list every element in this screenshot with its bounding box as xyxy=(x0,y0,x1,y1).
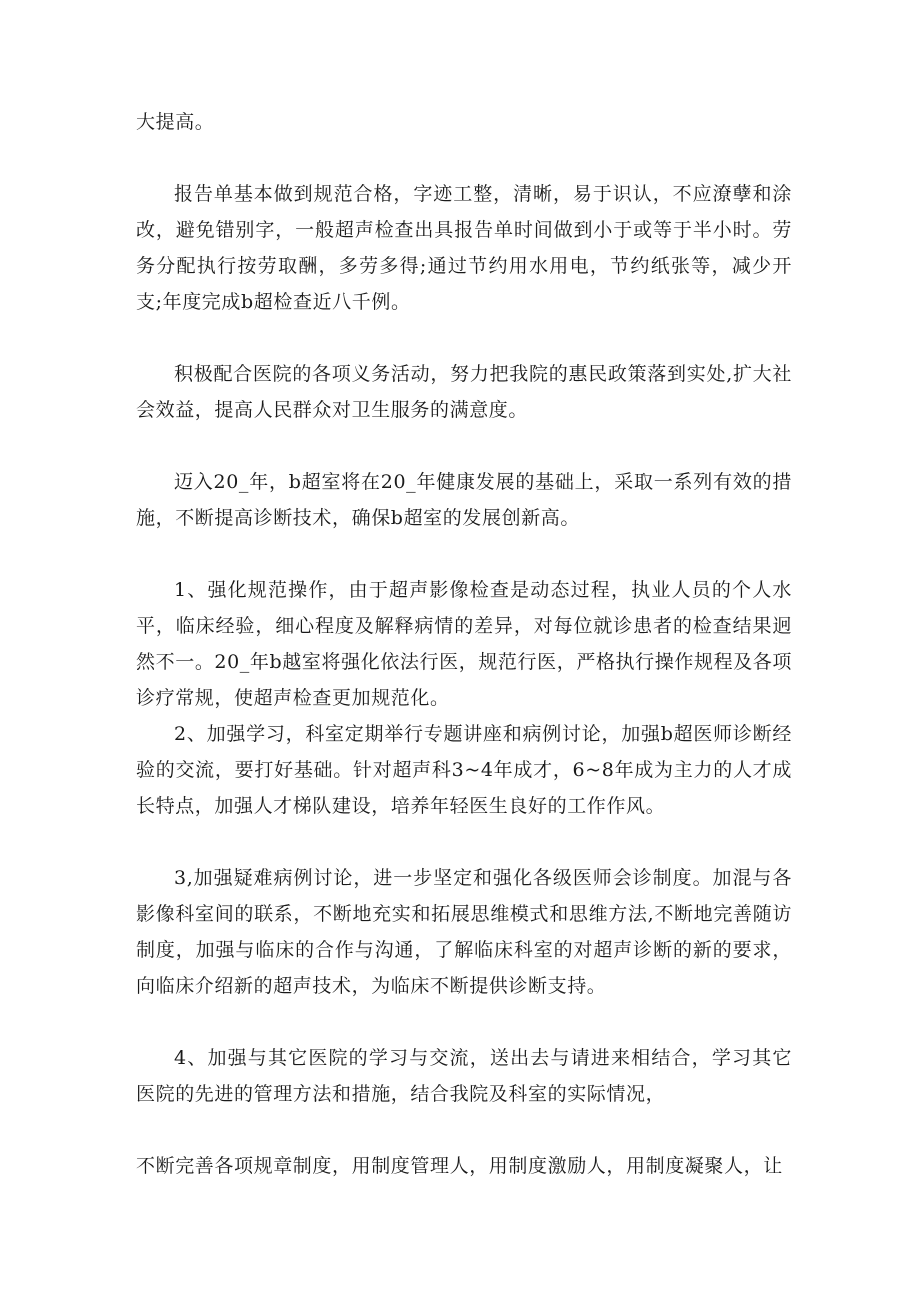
paragraph-item-2: 2、加强学习，科室定期举行专题讲座和病例讨论，加强b超医师诊断经验的交流，要打好基础。针对超声科3~4年成才，6~8年成为主力的人才成长特点，加强人才梯队建设，培养年轻医生良好的工作作风。 xyxy=(136,723,792,817)
paragraph-report-quality: 报告单基本做到规范合格，字迹工整，清晰，易于识认，不应潦孽和涂改，避免错别字，一般超声检查出具报告单时间做到小于或等于半小时。劳务分配执行按劳取酬，多劳多得;通过节约用水用电，节约纸张等，减少开支;年度完成b超检查近八千例。 xyxy=(136,183,792,313)
paragraph-public-service: 积极配合医院的各项义务活动，努力把我院的惠民政策落到实处,扩大社会效益，提高人民群众对卫生服务的满意度。 xyxy=(136,363,792,421)
paragraph-trailing: 不断完善各项规章制度，用制度管理人，用制度激励人，用制度凝聚人，让 xyxy=(136,1155,783,1177)
paragraph-continuation: 大提高。 xyxy=(136,111,215,133)
paragraph-item-1: 1、强化规范操作，由于超声影像检查是动态过程，执业人员的个人水平，临床经验，细心程度及解释病情的差异，对每位就诊患者的检查结果迥然不一。20_年b越室将强化依法行医，规范行医，严格执行操作规程及各项诊疗常规，使超声检查更加规范化。 xyxy=(136,579,792,709)
paragraph-item-3: 3,加强疑难病例讨论，进一步坚定和强化各级医师会诊制度。加混与各影像科室间的联系，不断地充实和拓展思维模式和思维方法,不断地完善随访制度，加强与临床的合作与沟通，了解临床科室的对超声诊断的新的要求，向临床介绍新的超声技术，为临床不断提供诊断支持。 xyxy=(136,867,792,997)
paragraph-item-4: 4、加强与其它医院的学习与交流，送出去与请进来相结合，学习其它医院的先进的管理方法和措施，结合我院及科室的实际情况， xyxy=(136,1047,792,1105)
paragraph-new-year-plan: 迈入20_年，b超室将在20_年健康发展的基础上，采取一系列有效的措施，不断提高诊断技术，确保b超室的发展创新高。 xyxy=(136,471,792,529)
